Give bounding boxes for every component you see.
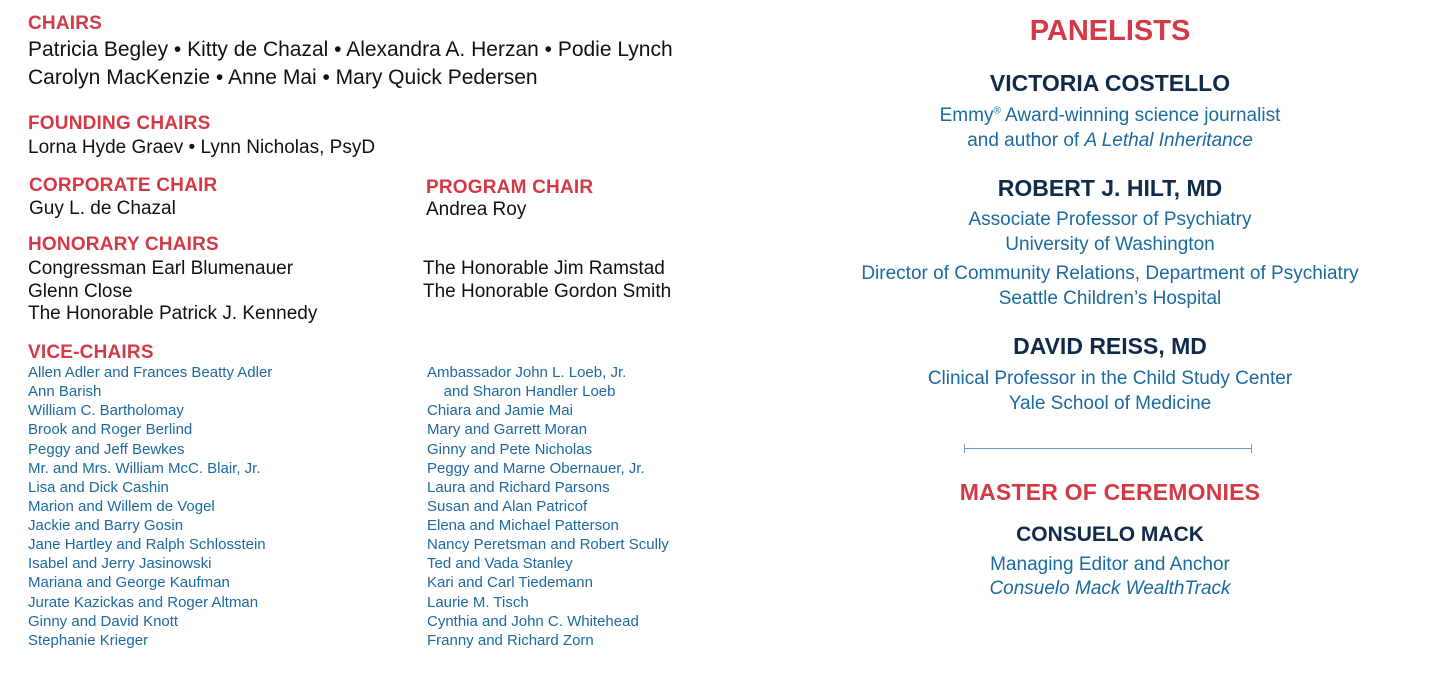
desc-text: Award-winning science journalist: [1000, 105, 1281, 126]
honorary-chairs-left-list: [28, 258, 317, 326]
list-item: Ginny and Pete Nicholas: [427, 440, 593, 458]
honorary-chair-name: The Honorable Patrick J. Kennedy: [28, 303, 318, 324]
panelist-description: [820, 207, 1400, 257]
list-item: Nancy Peretsman and Robert Scully: [427, 536, 669, 554]
honorary-chair-name: Congressman Earl Blumenauer: [28, 258, 294, 279]
panelists-heading: PANELISTS: [1029, 15, 1191, 47]
panelist-desc-line: Yale School of Medicine: [1008, 393, 1212, 414]
list-item: Allen Adler and Frances Beatty Adler: [28, 364, 273, 381]
panelist-name: DAVID REISS, MD: [1013, 333, 1207, 359]
chairs-line-2: Carolyn MacKenzie • Anne Mai • Mary Quick Pedersen: [28, 66, 538, 89]
list-item: Ambassador John L. Loeb, Jr.: [427, 364, 627, 381]
panelist-desc-line: [820, 128, 1400, 153]
panelist-desc-line: Clinical Professor in the Child Study Center: [927, 368, 1293, 389]
list-item: Ginny and David Knott: [28, 612, 179, 630]
list-item: Isabel and Jerry Jasinowski: [28, 555, 212, 573]
list-item: Elena and Michael Patterson: [427, 517, 619, 534]
list-item: Mary and Garrett Moran: [427, 421, 588, 439]
moderator-name: CONSUELO MACK: [1016, 523, 1204, 546]
list-item: Laurie M. Tisch: [427, 593, 529, 611]
honorary-chair-name: Glenn Close: [28, 280, 133, 302]
panelist-desc-line: University of Washington: [1005, 234, 1215, 255]
emmy-text: Emmy: [939, 105, 994, 126]
registered-mark: ®: [993, 105, 1001, 117]
moderator-desc-line: [820, 577, 1400, 601]
list-item: Cynthia and John C. Whitehead: [427, 612, 639, 630]
founding-chairs-heading: FOUNDING CHAIRS: [28, 113, 211, 134]
panelist-desc-line: Associate Professor of Psychiatry: [968, 209, 1252, 230]
panelist-desc-line: Seattle Children’s Hospital: [998, 288, 1222, 309]
list-item: Jurate Kazickas and Roger Altman: [28, 593, 259, 611]
list-item: William C. Bartholomay: [28, 402, 184, 420]
desc-text: and author of: [967, 130, 1085, 151]
panelist-description: [820, 103, 1400, 153]
corporate-chair-heading: CORPORATE CHAIR: [29, 175, 218, 196]
list-item: Kari and Carl Tiedemann: [427, 574, 593, 592]
panelist-desc-line: Director of Community Relations, Department of Psychiatry: [861, 263, 1359, 284]
panelist-description: [820, 366, 1400, 416]
panelist-name: VICTORIA COSTELLO: [989, 70, 1231, 96]
list-item: Laura and Richard Parsons: [427, 478, 610, 496]
panelist-desc-line: [820, 103, 1400, 128]
honorary-chair-name: The Honorable Jim Ramstad: [423, 258, 665, 279]
honorary-chairs-heading: HONORARY CHAIRS: [28, 234, 219, 255]
vice-chairs-heading: VICE-CHAIRS: [28, 342, 154, 363]
moderator-desc-line: Managing Editor and Anchor: [990, 554, 1230, 575]
moderator-description: [820, 553, 1400, 601]
honorary-chair-name: The Honorable Gordon Smith: [423, 280, 672, 302]
list-item: Franny and Richard Zorn: [427, 631, 594, 649]
list-item: Peggy and Jeff Bewkes: [28, 440, 185, 458]
section-divider: [964, 448, 1252, 449]
show-title: Consuelo Mack WealthTrack: [989, 578, 1231, 599]
program-chair-heading: PROGRAM CHAIR: [426, 177, 594, 198]
list-item: Peggy and Marne Obernauer, Jr.: [427, 459, 645, 477]
panelist-description: [820, 261, 1400, 311]
list-item: Susan and Alan Patricof: [427, 497, 588, 515]
list-item: and Sharon Handler Loeb: [427, 383, 616, 401]
list-item: Stephanie Krieger: [28, 631, 149, 649]
list-item: Marion and Willem de Vogel: [28, 497, 215, 515]
list-item: Ted and Vada Stanley: [427, 555, 573, 573]
chairs-heading: CHAIRS: [28, 13, 103, 34]
list-item: Mariana and George Kaufman: [28, 574, 230, 592]
corporate-chair-name: Guy L. de Chazal: [29, 198, 176, 219]
list-item: Lisa and Dick Cashin: [28, 478, 169, 496]
list-item: Mr. and Mrs. William McC. Blair, Jr.: [28, 459, 261, 477]
chairs-line-1: Patricia Begley • Kitty de Chazal • Alexandra A. Herzan • Podie Lynch: [28, 38, 673, 61]
vice-chairs-right-list: [427, 363, 669, 650]
program-chair-name: Andrea Roy: [426, 199, 527, 220]
book-title: A Lethal Inheritance: [1084, 130, 1253, 151]
honorary-chairs-right-list: [423, 258, 671, 303]
list-item: Ann Barish: [28, 383, 102, 401]
list-item: Jane Hartley and Ralph Schlosstein: [28, 536, 266, 554]
list-item: Brook and Roger Berlind: [28, 421, 193, 439]
founding-chairs-names: Lorna Hyde Graev • Lynn Nicholas, PsyD: [28, 137, 376, 158]
list-item: Chiara and Jamie Mai: [427, 402, 573, 420]
list-item: Jackie and Barry Gosin: [28, 517, 184, 534]
vice-chairs-left-list: [28, 363, 272, 650]
panelist-name: ROBERT J. HILT, MD: [997, 175, 1223, 201]
master-of-ceremonies-heading: MASTER OF CEREMONIES: [959, 479, 1261, 505]
